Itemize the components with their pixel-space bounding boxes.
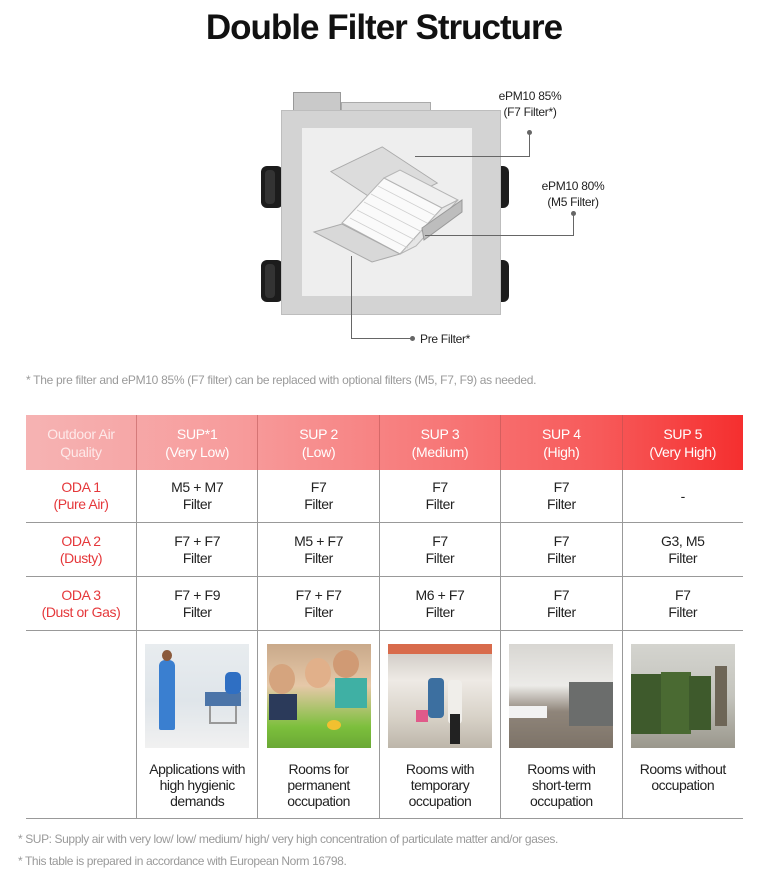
table-cell: F7 + F9 Filter (136, 577, 257, 630)
european-norm-note: * This table is prepared in accordance with European Norm 16798. (18, 854, 347, 868)
table-cell: F7 Filter (379, 470, 500, 522)
callout-dot-f7 (527, 130, 532, 135)
restroom-photo (509, 644, 613, 748)
application-caption: Rooms for permanent occupation (287, 761, 350, 809)
table-cell: F7 Filter (379, 523, 500, 576)
application-hospital (136, 631, 257, 818)
table-header (26, 415, 743, 470)
table-cell: M5 + M7 Filter (136, 470, 257, 522)
hospital-photo (145, 644, 249, 748)
ventilation-unit (281, 110, 501, 315)
header-sup-1: SUP*1 (Very Low) (136, 415, 257, 470)
callout-dot-m5 (571, 211, 576, 216)
callout-pre-line1: Pre Filter* (420, 332, 471, 346)
callout-f7-line1: ePM10 85% (498, 89, 562, 103)
callout-label-f7 (490, 88, 570, 120)
kids-playing-photo (267, 644, 371, 748)
application-short-term (500, 631, 621, 818)
application-temporary (379, 631, 500, 818)
callout-line-f7 (415, 156, 529, 157)
header-outdoor-air-quality: Outdoor Air Quality (47, 425, 115, 460)
row-label: ODA 1 (Pure Air) (53, 479, 109, 512)
callout-m5-line2: (M5 Filter) (547, 195, 599, 209)
application-no-occupation (622, 631, 743, 818)
table-cell: M6 + F7 Filter (379, 577, 500, 630)
callout-f7-line2: (F7 Filter*) (503, 105, 557, 119)
applications-row (26, 631, 743, 819)
table-cell: - (622, 470, 743, 522)
header-sup-4: SUP 4 (High) (500, 415, 621, 470)
header-sup-2: SUP 2 (Low) (257, 415, 378, 470)
application-caption: Rooms with temporary occupation (405, 761, 475, 809)
table-row-oda-2 (26, 523, 743, 577)
sup-definition-note: * SUP: Supply air with very low/ low/ medium/ high/ very high concentration of particulate matter and/or gases. (18, 832, 558, 846)
header-sup-3: SUP 3 (Medium) (379, 415, 500, 470)
table-cell: F7 Filter (500, 577, 621, 630)
table-cell: F7 + F7 Filter (136, 523, 257, 576)
table-cell: F7 + F7 Filter (257, 577, 378, 630)
row-label: ODA 3 (Dust or Gas) (41, 586, 121, 620)
callout-line-pre (351, 256, 352, 338)
table-cell: G3, M5 Filter (622, 523, 743, 576)
table-cell: F7 Filter (500, 523, 621, 576)
table-cell: F7 Filter (257, 470, 378, 522)
callout-label-m5 (533, 178, 613, 210)
application-caption: Applications with high hygienic demands (149, 761, 246, 809)
table-cell: M5 + F7 Filter (257, 523, 378, 576)
empty-cell (26, 631, 136, 818)
application-permanent (257, 631, 378, 818)
callout-line-pre-horizontal (351, 338, 411, 339)
filter-assembly-icon (302, 128, 472, 296)
header-sup-5: SUP 5 (Very High) (622, 415, 743, 470)
duct-port-left-top (261, 166, 283, 208)
application-caption: Rooms with short-term occupation (527, 761, 596, 809)
callout-line-m5 (425, 235, 573, 236)
callout-label-pre-filter (420, 331, 484, 347)
unit-control-box (293, 92, 341, 112)
table-row-oda-1 (26, 470, 743, 523)
callout-line-m5-vertical (573, 213, 574, 236)
replacement-note: * The pre filter and ePM10 85% (F7 filter) can be replaced with optional filters (M5, F7, F9) as needed. (26, 373, 537, 387)
table-cell: F7 Filter (500, 470, 621, 522)
callout-m5-line1: ePM10 80% (541, 179, 605, 193)
page-title: Double Filter Structure (205, 8, 563, 47)
row-label: ODA 2 (Dusty) (59, 532, 103, 566)
callout-dot-pre (410, 336, 415, 341)
table-row-oda-3 (26, 577, 743, 631)
waste-bins-photo (631, 644, 735, 748)
application-caption: Rooms without occupation (639, 761, 726, 793)
filter-table (26, 415, 743, 819)
product-diagram (255, 88, 585, 350)
callout-line-f7-vertical (529, 132, 530, 157)
table-cell: F7 Filter (622, 577, 743, 630)
shopping-mall-photo (388, 644, 492, 748)
unit-inner-panel (302, 128, 472, 296)
duct-port-left-bottom (261, 260, 283, 302)
